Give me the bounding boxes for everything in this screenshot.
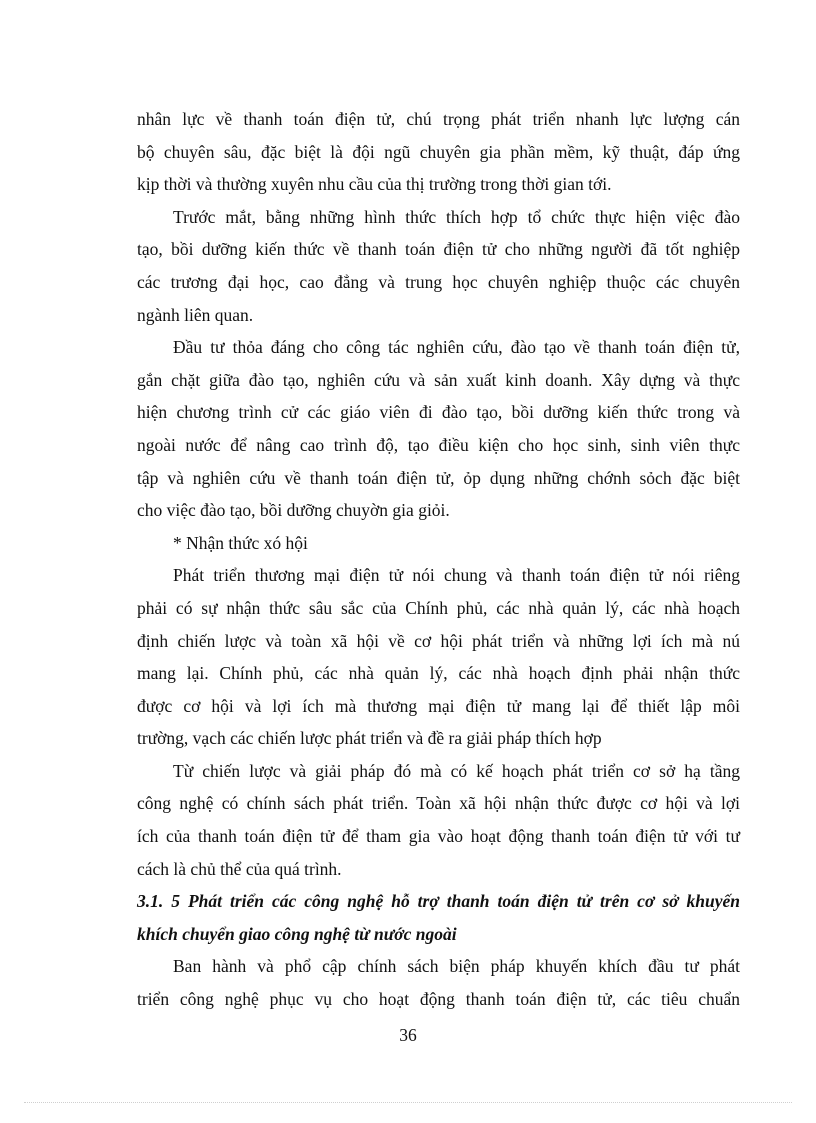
paragraph-first-line: Từ chiến lược và giải pháp đó mà có kế hoạch phát triển cơ sở hạ tầng [173, 760, 740, 781]
text-line: công nghệ có chính sách phát triển. Toàn xã hội nhận thức được cơ hội và lợi [137, 793, 740, 814]
text-line: kịp thời và thường xuyên nhu cầu của thị trường trong thời gian tới. [137, 174, 612, 195]
text-line: được cơ hội và lợi ích mà thương mại điện tử mang lại để thiết lập môi [137, 695, 740, 716]
paragraph-first-line: Trước mắt, bằng những hình thức thích hợp tổ chức thực hiện việc đào [173, 206, 740, 227]
text-line: cách là chủ thể của quá trình. [137, 858, 342, 879]
text-line: các trương đại học, cao đẳng và trung học chuyên nghiệp thuộc các chuyên [137, 271, 740, 292]
text-line: ích của thanh toán điện tử để tham gia vào hoạt động thanh toán điện tử với tư [137, 826, 740, 847]
text-line: hiện chương trình cử các giáo viên đi đào tạo, bồi dưỡng kiến thức trong và [137, 402, 740, 423]
page-body [137, 103, 740, 1016]
section-heading: 3.1. 5 Phát triển các công nghệ hỗ trợ thanh toán điện tử trên cơ sở khuyến [137, 891, 740, 912]
text-line: ngành liên quan. [137, 304, 254, 325]
text-line: ngoài nước để nâng cao trình độ, tạo điều kiện cho học sinh, sinh viên thực [137, 434, 740, 455]
text-line: bộ chuyên sâu, đặc biệt là đội ngũ chuyên gia phần mềm, kỹ thuật, đáp ứng [137, 141, 740, 162]
text-line: tập và nghiên cứu về thanh toán điện tử, ỏp dụng những chớnh sỏch đặc biệt [137, 467, 740, 488]
section-heading: khích chuyển giao công nghệ từ nước ngoài [137, 923, 457, 944]
text-line: nhân lực về thanh toán điện tử, chú trọng phát triển nhanh lực lượng cán [137, 109, 740, 129]
text-line: mang lại. Chính phủ, các nhà quản lý, các nhà hoạch định phải nhận thức [137, 663, 740, 684]
paragraph-first-line: Ban hành và phổ cập chính sách biện pháp khuyến khích đầu tư phát [173, 956, 740, 977]
text-line: định chiến lược và toàn xã hội về cơ hội phát triển và những lợi ích mà nú [137, 630, 740, 651]
subheading-line: * Nhận thức xó hội [173, 532, 308, 553]
text-line: tạo, bồi dưỡng kiến thức về thanh toán điện tử cho những người đã tốt nghiệp [137, 239, 740, 260]
text-line: gắn chặt giữa đào tạo, nghiên cứu và sản xuất kinh doanh. Xây dựng và thực [137, 369, 740, 390]
page-number: 36 [399, 1025, 417, 1045]
paragraph-first-line: Phát triển thương mại điện tử nói chung và thanh toán điện tử nói riêng [173, 565, 740, 586]
text-line: trường, vạch các chiến lược phát triển và đề ra giải pháp thích hợp [137, 728, 602, 749]
text-line: triển công nghệ phục vụ cho hoạt động thanh toán điện tử, các tiêu chuẩn [137, 989, 740, 1010]
paragraph-first-line: Đầu tư thỏa đáng cho công tác nghiên cứu, đào tạo về thanh toán điện tử, [173, 337, 740, 358]
text-line: phải có sự nhận thức sâu sắc của Chính phủ, các nhà quản lý, các nhà hoạch [137, 597, 740, 618]
page-bottom-divider [24, 1102, 792, 1103]
text-line: cho việc đào tạo, bồi dưỡng chuyờn gia giỏi. [137, 500, 450, 521]
